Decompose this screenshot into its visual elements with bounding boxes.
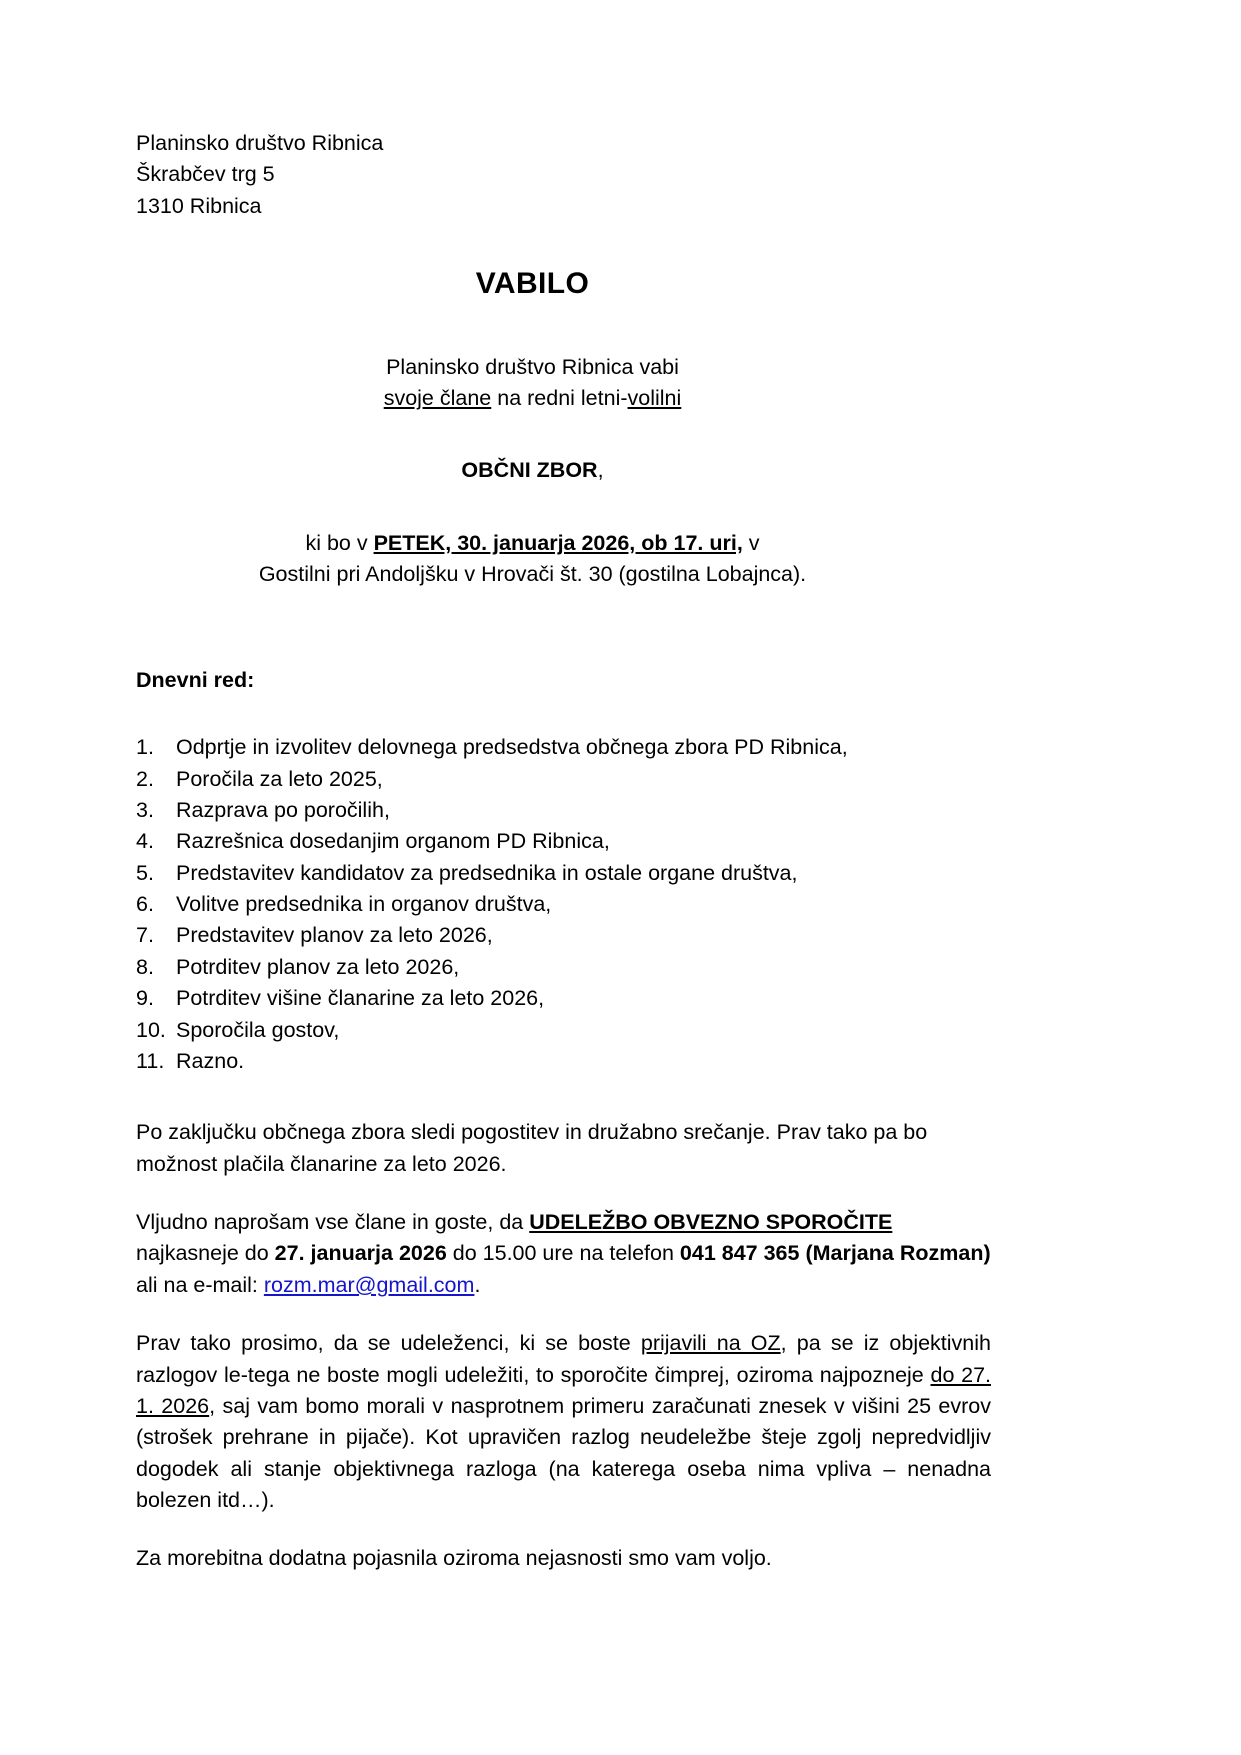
event-venue: Gostilni pri Andoljšku v Hrovači št. 30 (gostilna Lobajnca). [258,562,807,587]
agenda-item-text: Predstavitev kandidatov za predsednika in ostale organe društva, [176,860,798,885]
agenda-item-text: Razprava po poročilih, [176,797,390,822]
cancellation-part-2: , pa se iz objektivnih razlogov le-tega ne boste mogli udeležiti, to sporočite čimprej, oziroma najpozneje [136,1331,991,1387]
rsvp-email-link[interactable]: rozm.mar@gmail.com [263,1272,475,1297]
list-item [136,732,991,763]
invitation-members-underlined: svoje člane [383,386,492,411]
list-item [136,1015,991,1046]
agenda-item-text: Razrešnica dosedanjim organom PD Ribnica, [176,829,610,854]
list-item [136,858,991,889]
agenda-item-number: 6. [136,892,154,917]
agenda-item-number: 4. [136,829,154,854]
agenda-item-text: Potrditev višine članarine za leto 2026, [176,986,545,1011]
agenda-item-text: Razno. [176,1048,245,1073]
invitation-line-1: Planinsko društvo Ribnica vabi [386,354,679,379]
agenda-item-text: Volitve predsednika in organov društva, [176,892,552,917]
paragraph-cancellation-policy [136,1328,991,1516]
agenda-item-text: Potrditev planov za leto 2026, [176,954,460,979]
invitation-block [136,352,991,591]
assembly-heading [136,455,929,486]
list-item [136,920,991,951]
paragraph-closing: Za morebitna dodatna pojasnila oziroma nejasnosti smo vam voljo. [136,1546,772,1571]
event-when-prefix: ki bo v [305,531,374,556]
invitation-intro [136,352,929,415]
agenda-item-number: 10. [136,1017,166,1042]
list-item [136,826,991,857]
invitation-electoral-underlined: volilni [627,386,682,411]
list-item [136,889,991,920]
agenda-list [136,732,991,1077]
document-body [136,128,991,1575]
rsvp-end-period: . [474,1272,481,1297]
paragraph-rsvp [136,1207,991,1301]
document-title: VABILO [475,267,590,301]
cancellation-underline-registered: prijavili na OZ [640,1331,781,1356]
assembly-comma: , [597,457,604,482]
event-datetime-line [136,528,929,559]
agenda-heading: Dnevni red: [136,667,255,692]
agenda-item-text: Poročila za leto 2025, [176,766,383,791]
cancellation-part-1: Prav tako prosimo, da se udeleženci, ki se boste [136,1331,641,1356]
rsvp-phone-contact: 041 847 365 (Marjana Rozman) [679,1241,991,1266]
list-item [136,764,991,795]
invitation-line-2 [136,383,929,414]
rsvp-mid-2: do 15.00 ure na telefon [446,1241,680,1266]
rsvp-mid-1: najkasneje do [136,1241,275,1266]
sender-address-block [136,128,991,222]
agenda-item-number: 7. [136,923,154,948]
cancellation-underline-deadline: do 27. 1. 2026 [136,1362,991,1418]
agenda-item-number: 2. [136,766,154,791]
list-item [136,1046,991,1077]
sender-city: 1310 Ribnica [136,193,262,218]
list-item [136,983,991,1014]
agenda-item-number: 5. [136,860,154,885]
rsvp-emphasis: UDELEŽBO OBVEZNO SPOROČITE [529,1210,893,1235]
agenda-item-text: Sporočila gostov, [176,1017,340,1042]
agenda-item-text: Odprtje in izvolitev delovnega predsedstva občnega zbora PD Ribnica, [176,735,848,760]
invitation-line-2-plain: na redni letni- [491,386,628,411]
sender-organization: Planinsko društvo Ribnica [136,131,384,155]
event-datetime: PETEK, 30. januarja 2026, ob 17. uri, [373,531,743,556]
agenda-item-number: 3. [136,797,154,822]
agenda-item-number: 9. [136,986,154,1011]
event-when-suffix: v [742,531,760,556]
agenda-item-number: 1. [136,735,154,760]
agenda-item-number: 8. [136,954,154,979]
cancellation-part-3: , saj vam bomo morali v nasprotnem primeru zaračunati znesek v višini 25 evrov (strošek prehrane in pijače). Kot upravičen razlog neudeležbe šteje zgolj nepredvidljiv dogodek ali stanje objektivnega razloga (na katerega oseba nima vpliva – nenadna bolezen itd…). [136,1393,991,1513]
rsvp-deadline-date: 27. januarja 2026 [274,1241,447,1266]
agenda-item-text: Predstavitev planov za leto 2026, [176,923,493,948]
agenda-item-number: 11. [136,1048,165,1073]
sender-street: Škrabčev trg 5 [136,162,275,187]
rsvp-lead: Vljudno naprošam vse člane in goste, da [136,1210,530,1235]
rsvp-mid-3: ali na e-mail: [136,1272,264,1297]
list-item [136,952,991,983]
assembly-label: OBČNI ZBOR [461,457,598,482]
paragraph-after-assembly: Po zaključku občnega zbora sledi pogostitev in družabno srečanje. Prav tako pa bo možnost plačila članarine za leto 2026. [136,1120,928,1176]
list-item [136,795,991,826]
